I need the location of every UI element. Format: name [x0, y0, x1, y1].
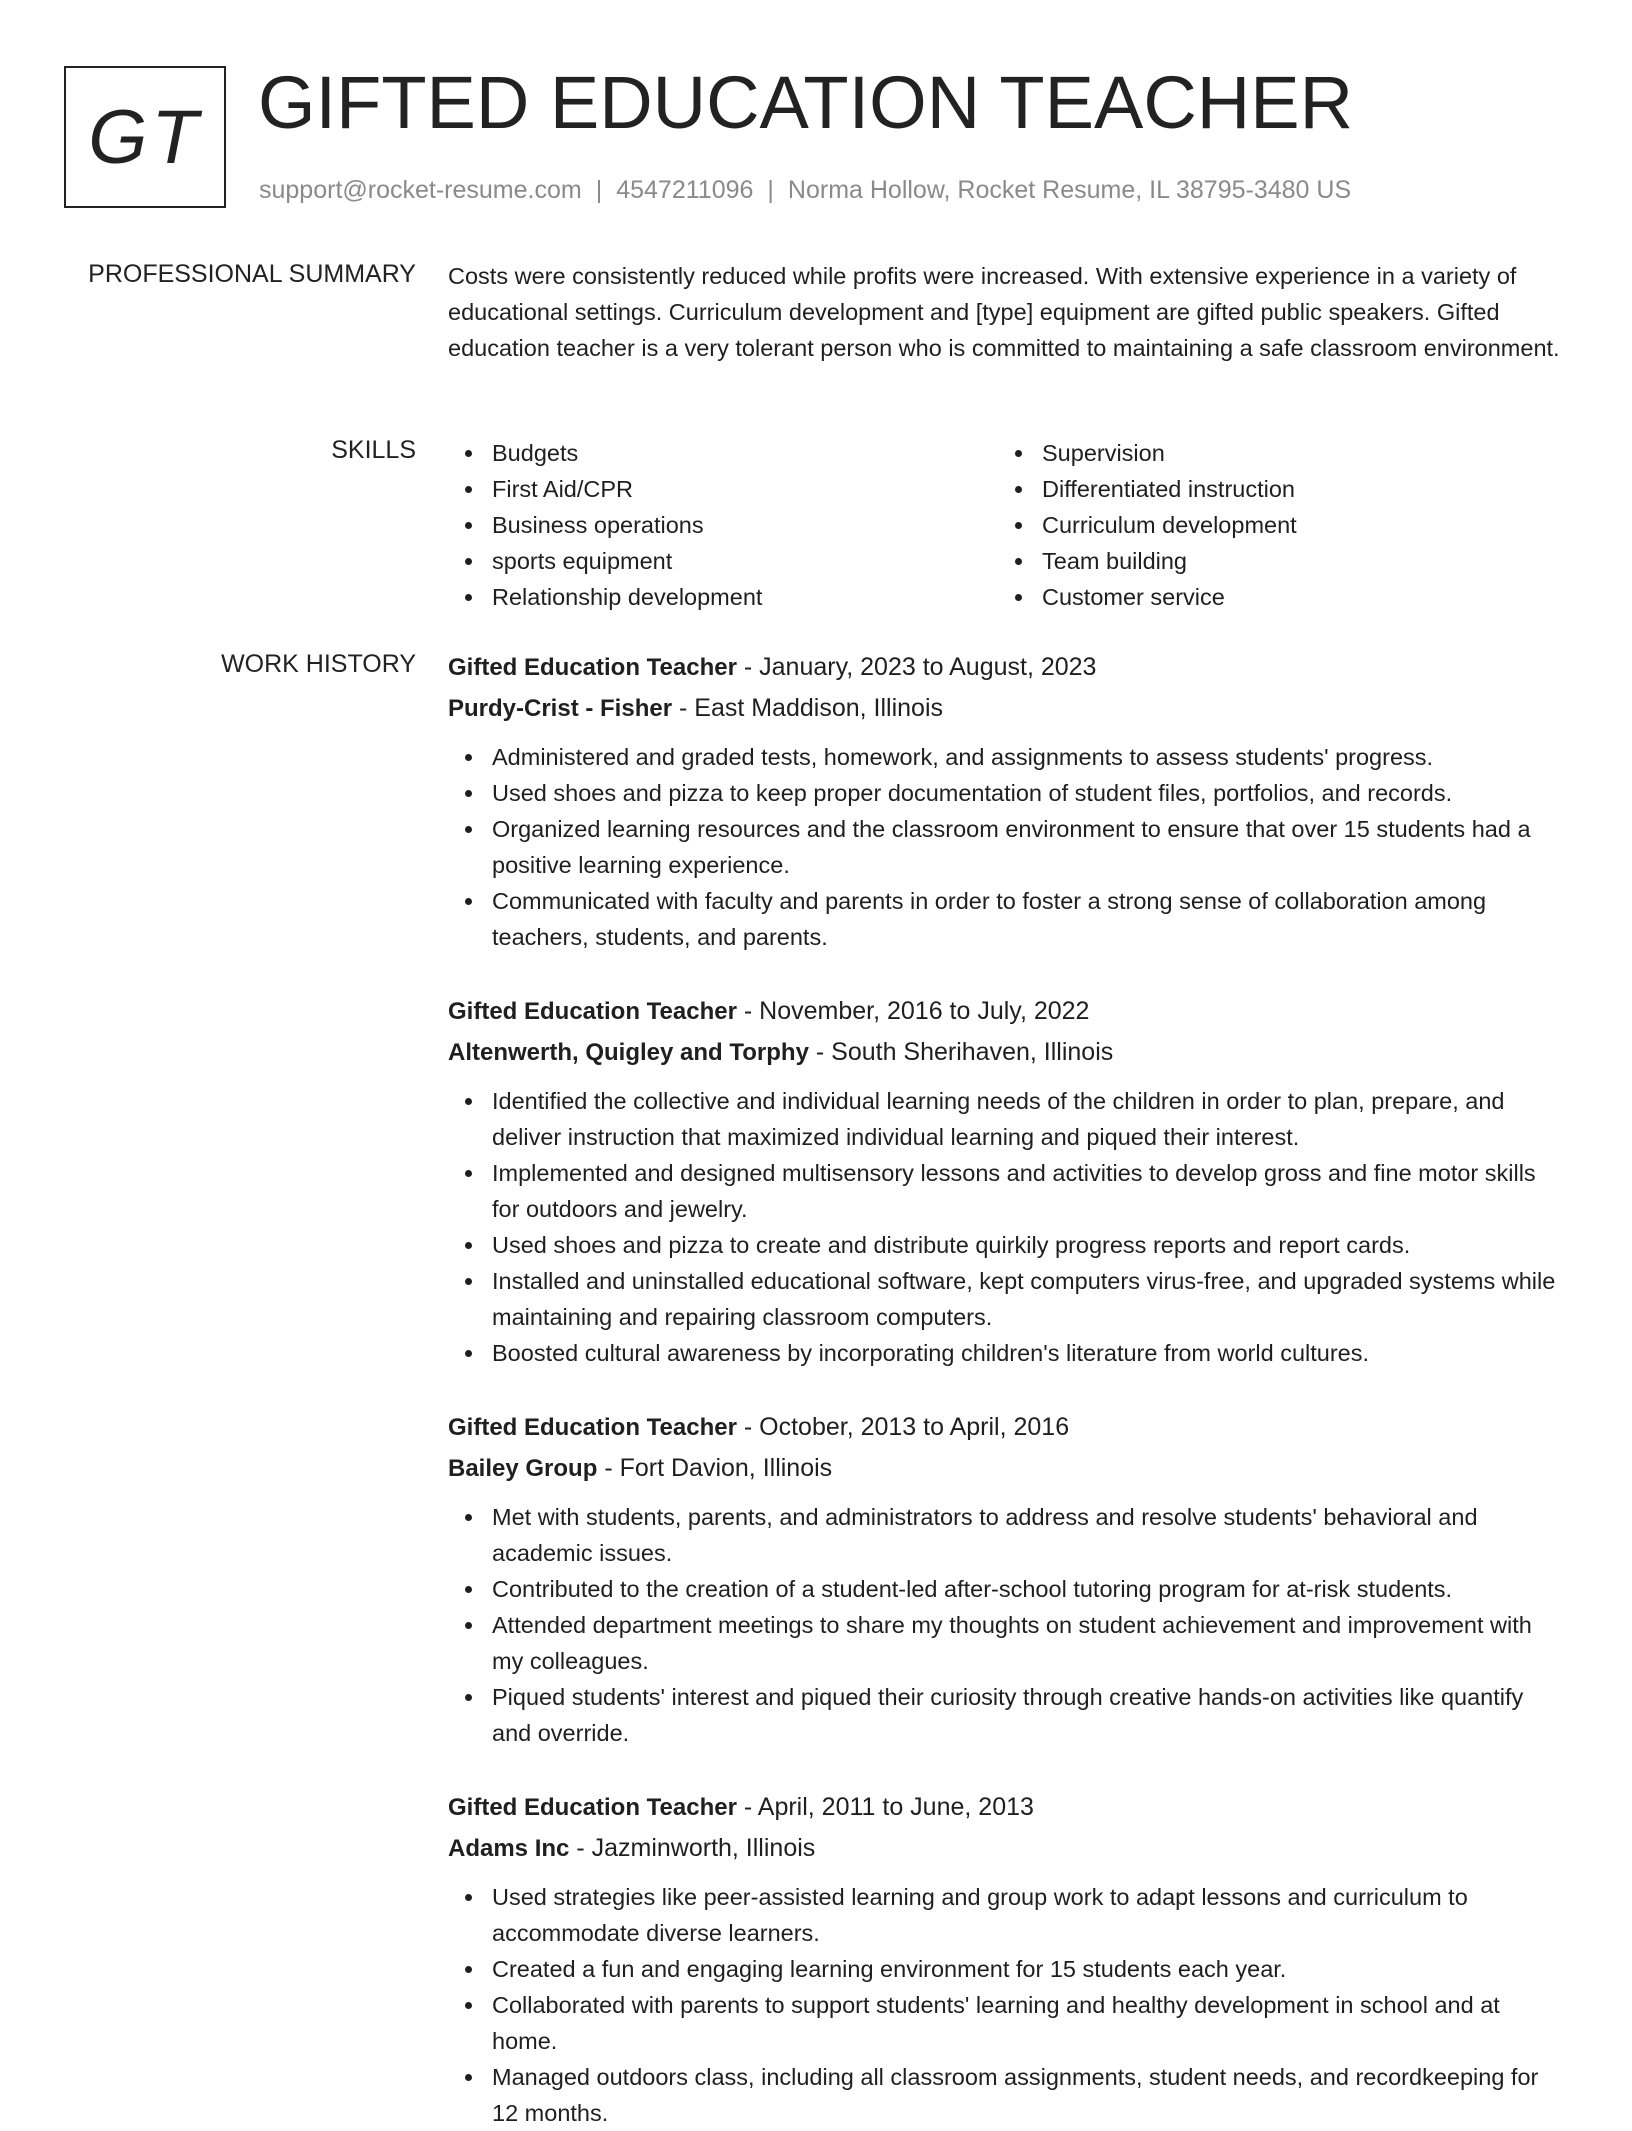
summary-section [448, 258, 1568, 366]
skill-item: Relationship development [448, 579, 998, 615]
resume-title: GIFTED EDUCATION TEACHER [258, 61, 1354, 144]
job-bullets [448, 1879, 1568, 2131]
job-bullet: Communicated with faculty and parents in order to foster a strong sense of collaboration among teachers, students, and parents. [448, 883, 1568, 955]
skill-item: Supervision [998, 435, 1548, 471]
job-bullet: Used shoes and pizza to keep proper documentation of student files, portfolios, and records. [448, 775, 1568, 811]
job-title-line: Gifted Education Teacher - January, 2023 to August, 2023 [448, 653, 1097, 681]
job-company-line: Purdy-Crist - Fisher - East Maddison, Illinois [448, 694, 943, 722]
job-bullet: Attended department meetings to share my thoughts on student achievement and improvement with my colleagues. [448, 1607, 1568, 1679]
job-title: Gifted Education Teacher [448, 1414, 737, 1441]
job-company: Altenwerth, Quigley and Torphy [448, 1039, 809, 1066]
job-entry [448, 1787, 1568, 2131]
job-company-line: Adams Inc - Jazminworth, Illinois [448, 1834, 816, 1862]
skill-item: Business operations [448, 507, 998, 543]
job-company-line: Bailey Group - Fort Davion, Illinois [448, 1454, 833, 1482]
job-title-line: Gifted Education Teacher - October, 2013 to April, 2016 [448, 1413, 1070, 1441]
contact-separator: | [595, 176, 603, 204]
job-bullet: Piqued students' interest and piqued their curiosity through creative hands-on activities like quantify and override. [448, 1679, 1568, 1751]
job-company: Bailey Group [448, 1455, 598, 1482]
summary-section-label: PROFESSIONAL SUMMARY [88, 260, 416, 288]
skill-item: Team building [998, 543, 1548, 579]
job-title: Gifted Education Teacher [448, 654, 737, 681]
job-bullet: Identified the collective and individual learning needs of the children in order to plan, prepare, and deliver instruction that maximized individual learning and piqued their interest. [448, 1083, 1568, 1155]
contact-phone: 4547211096 [616, 176, 754, 204]
job-bullet: Boosted cultural awareness by incorporating children's literature from world cultures. [448, 1335, 1568, 1371]
job-dates: January, 2023 to August, 2023 [759, 653, 1097, 681]
job-bullets [448, 739, 1568, 955]
job-location: Jazminworth, Illinois [591, 1834, 816, 1862]
job-title: Gifted Education Teacher [448, 998, 737, 1025]
skill-item: sports equipment [448, 543, 998, 579]
job-bullets [448, 1499, 1568, 1751]
job-location: East Maddison, Illinois [694, 694, 943, 722]
job-dates: November, 2016 to July, 2022 [759, 997, 1090, 1025]
job-bullet: Installed and uninstalled educational software, kept computers virus-free, and upgraded systems while maintaining and repairing classroom computers. [448, 1263, 1568, 1335]
skill-item: Budgets [448, 435, 998, 471]
job-title: Gifted Education Teacher [448, 1794, 737, 1821]
job-bullet: Implemented and designed multisensory lessons and activities to develop gross and fine motor skills for outdoors and jewelry. [448, 1155, 1568, 1227]
job-entry [448, 1407, 1568, 1751]
job-dates: October, 2013 to April, 2016 [759, 1413, 1070, 1441]
job-title-line: Gifted Education Teacher - November, 2016 to July, 2022 [448, 997, 1090, 1025]
job-company: Adams Inc [448, 1835, 570, 1862]
job-location: Fort Davion, Illinois [619, 1454, 833, 1482]
monogram-badge [64, 66, 226, 208]
job-bullet: Administered and graded tests, homework, and assignments to assess students' progress. [448, 739, 1568, 775]
contact-line [259, 176, 1351, 205]
skills-section-label: SKILLS [331, 436, 416, 464]
summary-text: Costs were consistently reduced while profits were increased. With extensive experience in a variety of educational settings. Curriculum development and [type] equipment are gifted public speakers. Gifted education teacher is a very tolerant person who is committed to maintaining a safe classroom environment. [448, 263, 1560, 361]
job-company-line: Altenwerth, Quigley and Torphy - South Sherihaven, Illinois [448, 1038, 1114, 1066]
job-dates: April, 2011 to June, 2013 [757, 1793, 1034, 1821]
contact-separator: | [767, 176, 774, 204]
job-bullet: Used strategies like peer-assisted learning and group work to adapt lessons and curriculum to accommodate diverse learners. [448, 1879, 1568, 1951]
skills-section [448, 435, 1568, 615]
skill-item: Curriculum development [998, 507, 1548, 543]
skill-item: Customer service [998, 579, 1548, 615]
job-bullet: Met with students, parents, and administrators to address and resolve students' behavioral and academic issues. [448, 1499, 1568, 1571]
job-entry [448, 647, 1568, 955]
job-bullet: Collaborated with parents to support students' learning and healthy development in school and at home. [448, 1987, 1568, 2059]
job-bullets [448, 1083, 1568, 1371]
job-location: South Sherihaven, Illinois [831, 1038, 1114, 1066]
monogram-text: GT [88, 94, 202, 180]
job-title-line: Gifted Education Teacher - April, 2011 to June, 2013 [448, 1793, 1034, 1821]
job-bullet: Managed outdoors class, including all classroom assignments, student needs, and recordkeeping for 12 months. [448, 2059, 1568, 2131]
job-bullet: Contributed to the creation of a student-led after-school tutoring program for at-risk students. [448, 1571, 1568, 1607]
skills-list-left [448, 435, 998, 615]
skills-list-right [998, 435, 1548, 615]
skill-item: Differentiated instruction [998, 471, 1548, 507]
skill-item: First Aid/CPR [448, 471, 998, 507]
work-history-section-label: WORK HISTORY [221, 650, 416, 678]
contact-address: Norma Hollow, Rocket Resume, IL 38795-3480 US [787, 176, 1352, 204]
job-company: Purdy-Crist - Fisher [448, 695, 673, 722]
contact-email: support@rocket-resume.com [259, 176, 582, 204]
job-bullet: Created a fun and engaging learning environment for 15 students each year. [448, 1951, 1568, 1987]
job-bullet: Organized learning resources and the classroom environment to ensure that over 15 students had a positive learning experience. [448, 811, 1568, 883]
job-entry [448, 991, 1568, 1371]
job-bullet: Used shoes and pizza to create and distribute quirkily progress reports and report cards. [448, 1227, 1568, 1263]
